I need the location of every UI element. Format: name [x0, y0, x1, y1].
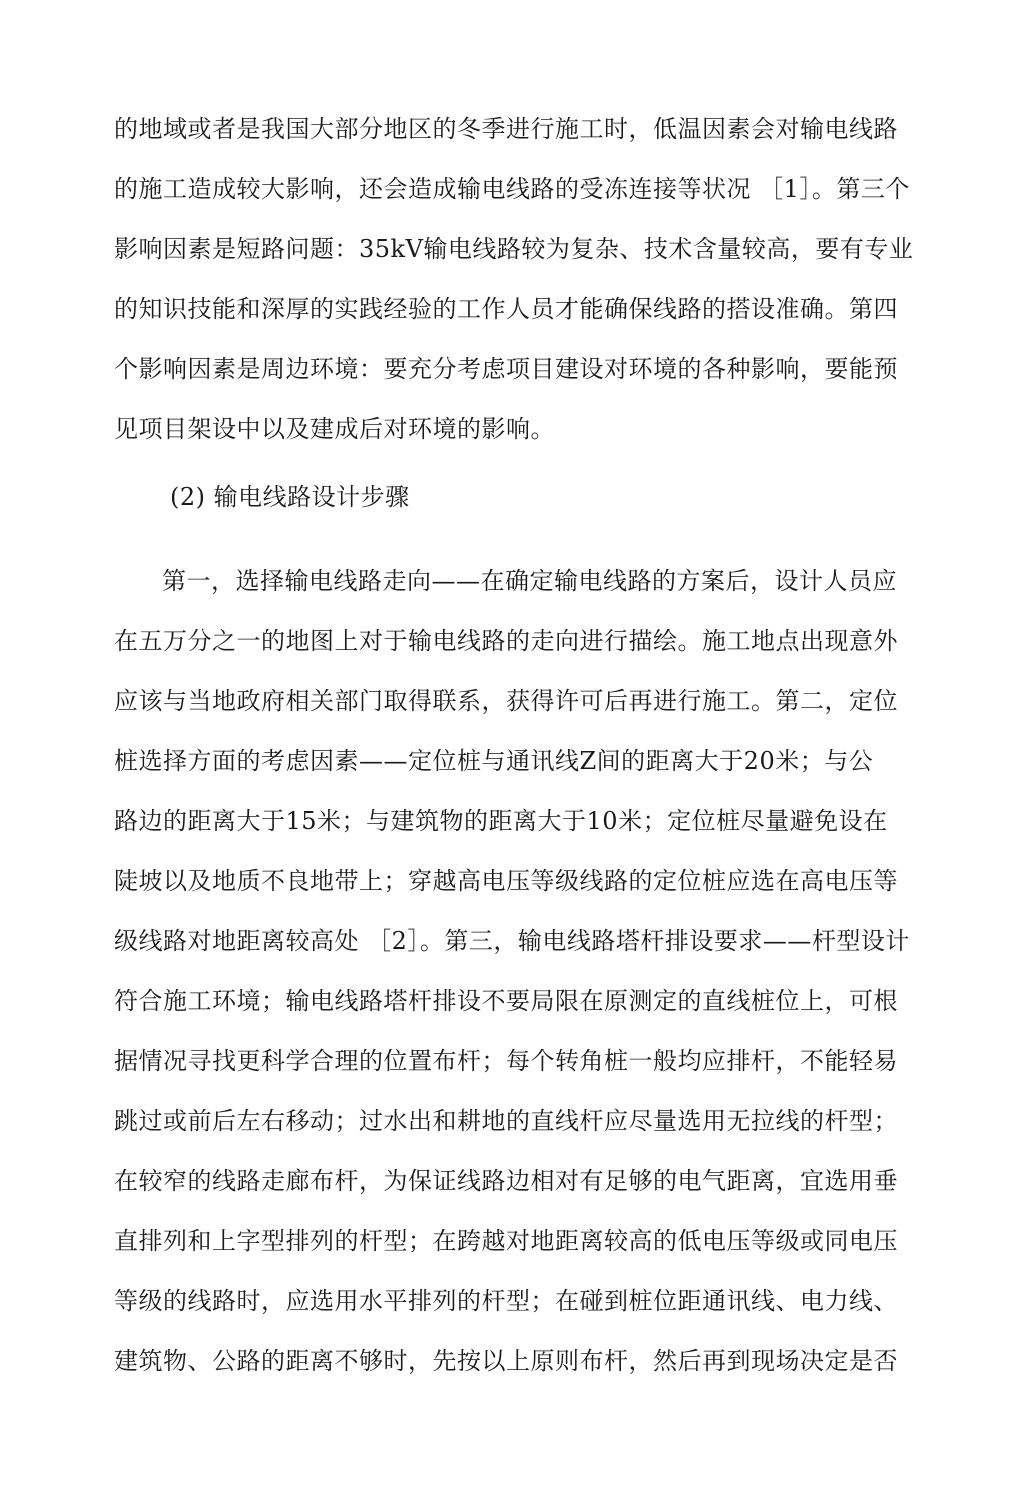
paragraph-line: 在较窄的线路走廊布杆，为保证线路边相对有足够的电气距离，宜选用垂: [114, 1167, 898, 1195]
paragraph-line: 级线路对地距离较高处 ［2］。第三，输电线路塔杆排设要求——杆型设计: [114, 927, 910, 955]
paragraph-line: 直排列和上字型排列的杆型；在跨越对地距离较高的低电压等级或同电压: [114, 1227, 898, 1255]
paragraph-line: 建筑物、公路的距离不够时，先按以上原则布杆，然后再到现场决定是否: [114, 1347, 898, 1375]
paragraph-line: 的知识技能和深厚的实践经验的工作人员才能确保线路的搭设准确。第四: [114, 295, 898, 323]
paragraph-line: 影响因素是短路问题：35kV输电线路较为复杂、技术含量较高，要有专业: [114, 235, 914, 263]
paragraph-line: 的施工造成较大影响，还会造成输电线路的受冻连接等状况 ［1］。第三个: [114, 175, 910, 203]
paragraph-line: 在五万分之一的地图上对于输电线路的走向进行描绘。施工地点出现意外: [114, 627, 898, 655]
paragraph-line: 符合施工环境；输电线路塔杆排设不要局限在原测定的直线桩位上，可根: [114, 987, 898, 1015]
paragraph-line: 的地域或者是我国大部分地区的冬季进行施工时，低温因素会对输电线路: [114, 115, 898, 143]
paragraph-line: 路边的距离大于15米；与建筑物的距离大于10米；定位桩尽量避免设在: [114, 807, 888, 835]
paragraph-line: 据情况寻找更科学合理的位置布杆；每个转角桩一般均应排杆，不能轻易: [114, 1047, 898, 1075]
paragraph-line: 桩选择方面的考虑因素——定位桩与通讯线Z间的距离大于20米；与公: [114, 747, 874, 775]
paragraph-line: 等级的线路时，应选用水平排列的杆型；在碰到桩位距通讯线、电力线、: [114, 1287, 898, 1315]
paragraph-line: 跳过或前后左右移动；过水出和耕地的直线杆应尽量选用无拉线的杆型；: [114, 1107, 898, 1135]
paragraph-line: 见项目架设中以及建成后对环境的影响。: [114, 415, 555, 443]
section-heading: (2) 输电线路设计步骤: [170, 483, 410, 511]
paragraph-line: 第一，选择输电线路走向——在确定输电线路的方案后，设计人员应: [162, 567, 897, 595]
paragraph-line: 应该与当地政府相关部门取得联系，获得许可后再进行施工。第二，定位: [114, 687, 898, 715]
paragraph-line: 个影响因素是周边环境：要充分考虑项目建设对环境的各种影响，要能预: [114, 355, 898, 383]
paragraph-line: 陡坡以及地质不良地带上；穿越高电压等级线路的定位桩应选在高电压等: [114, 867, 898, 895]
